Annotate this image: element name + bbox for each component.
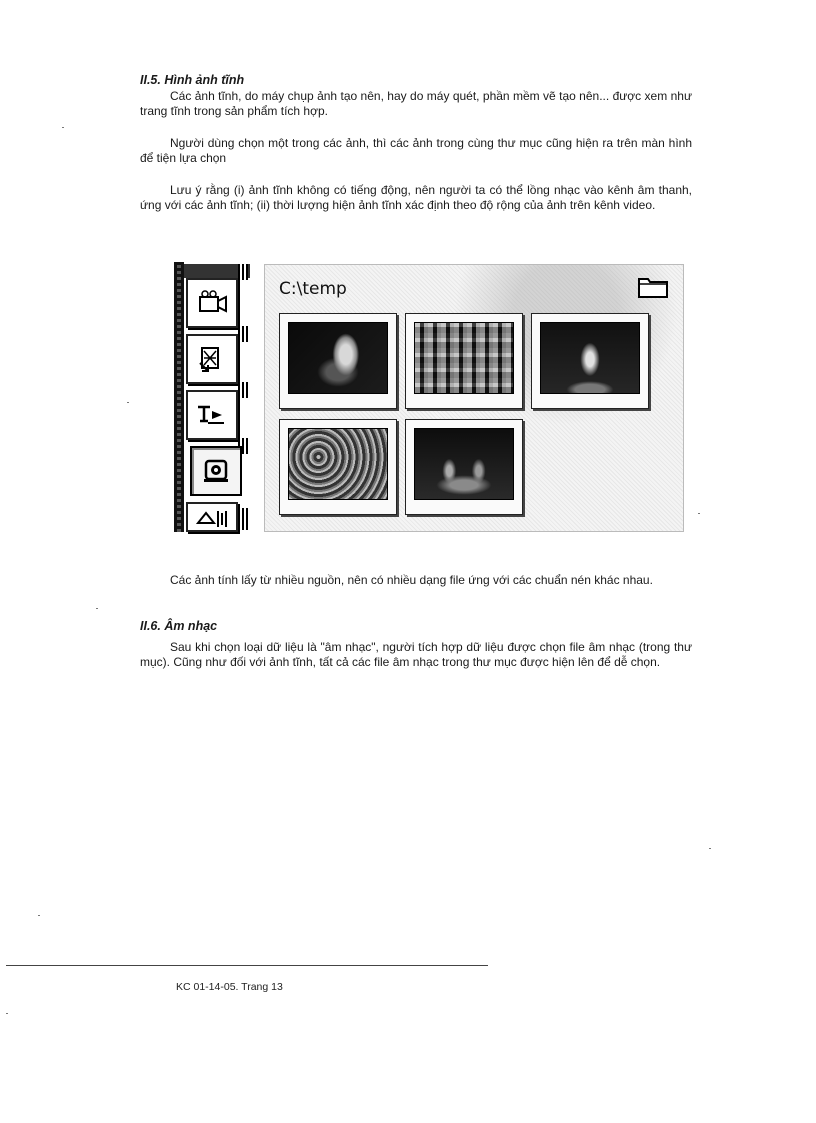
footer-rule [6, 965, 488, 966]
image-browser-panel [264, 264, 684, 532]
image-thumbnail[interactable] [279, 313, 397, 409]
still-image-5 [414, 428, 514, 500]
section-heading-music: II.6. Âm nhạc [140, 619, 218, 633]
paragraph: Lưu ý rằng (i) ảnh tĩnh không có tiếng động, nên người ta có thể lồng nhạc vào kênh âm thanh, ứng với các ảnh tĩnh; (ii) thời lượng hiện ảnh tĩnh xác định theo độ rộng của ảnh trên kênh video. [140, 183, 692, 212]
transition-icon[interactable] [186, 334, 238, 384]
image-thumbnail[interactable] [531, 313, 649, 409]
image-thumbnail[interactable] [279, 419, 397, 515]
title-text-icon[interactable] [186, 390, 238, 440]
still-image-3 [540, 322, 640, 394]
paragraph: Các ảnh tính lấy từ nhiều nguồn, nên có nhiều dạng file ứng với các chuẩn nén khác nhau. [170, 573, 653, 587]
still-image-4 [288, 428, 388, 500]
section-heading-still-images: II.5. Hình ảnh tĩnh [140, 73, 245, 87]
still-image-2 [414, 322, 514, 394]
video-camera-icon[interactable] [186, 278, 238, 328]
image-thumbnail[interactable] [405, 313, 523, 409]
folder-path-label: C:\temp [279, 279, 347, 299]
paragraph: Người dùng chọn một trong các ảnh, thì các ảnh trong cùng thư mục cũng hiện ra trên màn hình để tiện lựa chọn [140, 136, 692, 165]
still-image-1 [288, 322, 388, 394]
image-browser-figure [172, 262, 684, 532]
paragraph: Sau khi chọn loại dữ liệu là "âm nhạc", người tích hợp dữ liệu được chọn file âm nhạc (trong thư mục). Cũng như đối với ảnh tĩnh, tất cả các file âm nhạc trong thư mục được hiện lên để dễ chọn. [140, 640, 692, 669]
folder-icon[interactable] [637, 275, 669, 299]
audio-icon[interactable] [186, 502, 238, 532]
still-image-icon[interactable] [190, 446, 242, 496]
media-type-toolbar [172, 262, 250, 532]
page-footer: KC 01-14-05. Trang 13 [176, 981, 283, 993]
image-thumbnail[interactable] [405, 419, 523, 515]
paragraph: Các ảnh tĩnh, do máy chụp ảnh tạo nên, hay do máy quét, phần mềm vẽ tạo nên... được xem như trang tĩnh trong sản phẩm tích hợp. [140, 89, 692, 118]
